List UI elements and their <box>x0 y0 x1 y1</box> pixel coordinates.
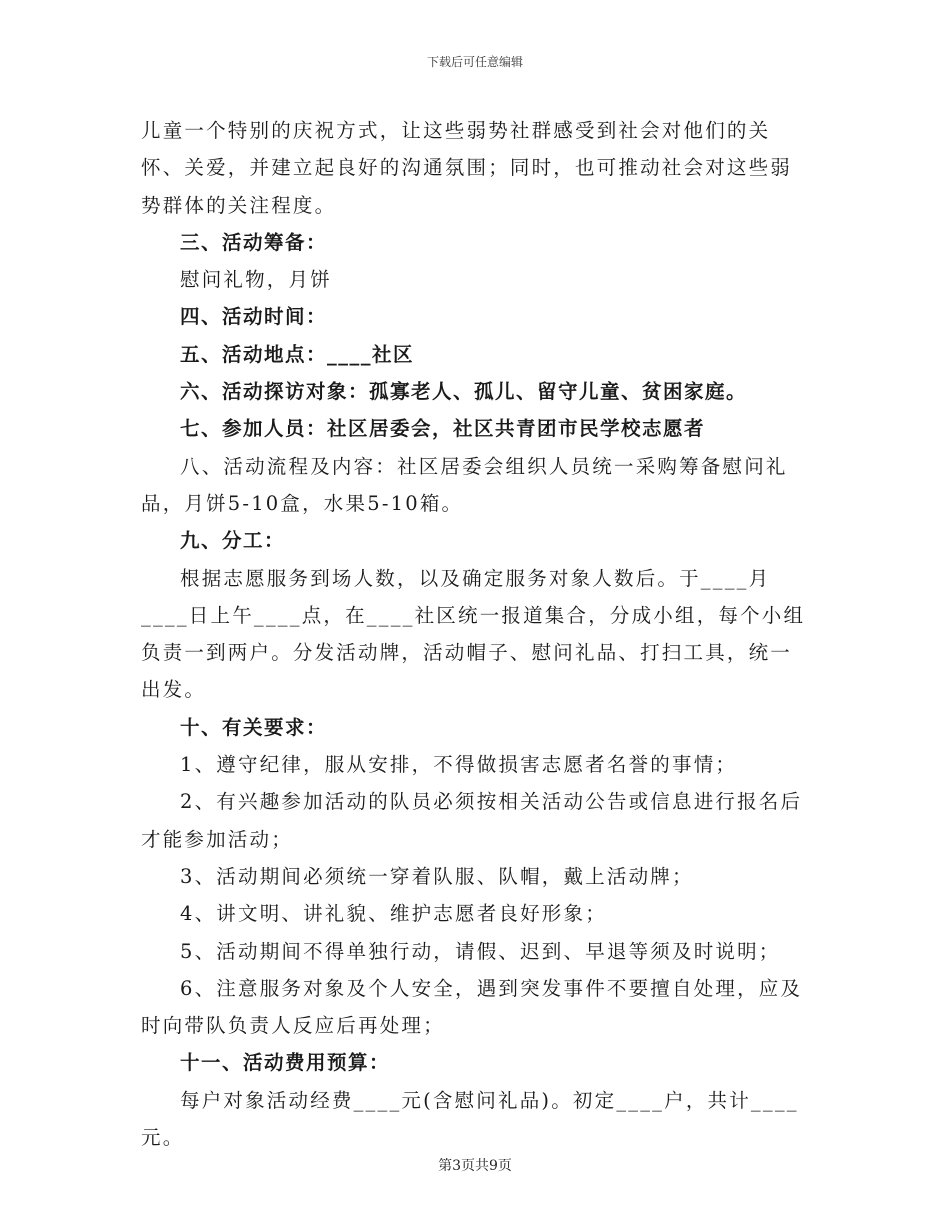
paragraph-process: 八、活动流程及内容：社区居委会组织人员统一采购筹备慰问礼品，月饼5-10盒，水果5-10箱。 <box>141 454 788 515</box>
requirement-item-2: 2、有兴趣参加活动的队员必须按相关活动公告或信息进行报名后才能参加活动； <box>141 790 803 851</box>
paragraph-division: 根据志愿服务到场人数，以及确定服务对象人数后。于____月____日上午____点，在____社区统一报道集合，分成小组，每个小组负责一到两户。分发活动牌，活动帽子、慰问礼品、打扫工具，统一出发。 <box>141 566 806 702</box>
requirement-item-4: 4、讲文明、讲礼貌、维护志愿者良好形象； <box>180 902 607 926</box>
paragraph-intro-continued: 儿童一个特别的庆祝方式，让这些弱势社群感受到社会对他们的关怀、关爱，并建立起良好的沟通氛围；同时，也可推动社会对这些弱势群体的关注程度。 <box>141 119 793 217</box>
heading-requirements: 十、有关要求： <box>180 715 328 739</box>
requirement-item-1: 1、遵守纪律，服从安排，不得做损害志愿者名誉的事情； <box>180 753 738 777</box>
requirement-item-6: 6、注意服务对象及个人安全，遇到突发事件不要擅自处理，应及时向带队负责人反应后再处理； <box>141 976 803 1038</box>
heading-preparation: 三、活动筹备： <box>180 230 328 254</box>
heading-time: 四、活动时间： <box>180 305 328 329</box>
paragraph-preparation: 慰问礼物，月饼 <box>180 268 332 292</box>
heading-location: 五、活动地点：____社区 <box>180 342 415 366</box>
heading-participants: 七、参加人员：社区居委会，社区共青团市民学校志愿者 <box>180 417 706 441</box>
paragraph-budget: 每户对象活动经费____元(含慰问礼品)。初定____户，共计____元。 <box>141 1088 799 1150</box>
document-body <box>141 112 809 1156</box>
heading-budget: 十一、活动费用预算： <box>180 1051 391 1075</box>
page-header: 下载后可任意编辑 <box>426 55 523 69</box>
page-footer: 第3页共9页 <box>438 1158 512 1174</box>
requirement-item-3: 3、活动期间必须统一穿着队服、队帽，戴上活动牌； <box>180 864 694 888</box>
requirement-item-5: 5、活动期间不得单独行动，请假、迟到、早退等须及时说明； <box>180 939 781 963</box>
heading-division: 九、分工： <box>180 529 286 553</box>
heading-visit-targets: 六、活动探访对象：孤寡老人、孤儿、留守儿童、贫困家庭。 <box>180 380 748 404</box>
